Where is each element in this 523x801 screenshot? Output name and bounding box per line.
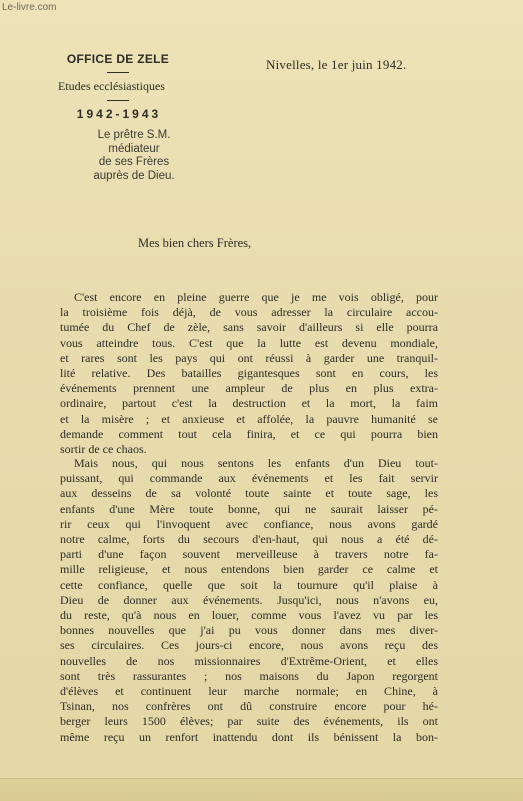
paragraph-2: [60, 456, 438, 745]
subtitle-line: de ses Frères: [98, 156, 170, 168]
text-line: rir ceux qui l'invoquent avec confiance, nous avons gardé: [60, 516, 438, 531]
text-line: Mais nous, qui nous sentons les enfants d'un Dieu tout-: [74, 456, 438, 470]
text-line: d'élèves et continuent leur marche normale; en Chine, à: [60, 684, 438, 699]
office-title: OFFICE DE ZELE: [66, 52, 170, 66]
text-line: événements prennent une ampleur de plus en plus extra-: [60, 381, 438, 396]
subtitle-line: auprès de Dieu.: [93, 169, 175, 182]
paragraph-1: [60, 290, 438, 457]
dateline: Nivelles, le 1er juin 1942.: [266, 57, 407, 72]
text-line: ordinaire, partout c'est la destruction et la mort, la faim: [60, 396, 438, 411]
watermark: Le-livre.com: [2, 2, 57, 13]
text-line: vous atteindre tous. C'est que la lutte est devenu mondiale,: [60, 335, 438, 350]
divider: [107, 100, 129, 101]
text-line: Tsinan, nos confrères ont dû construire encore pour hé-: [60, 699, 438, 714]
text-line: sont très rassurantes ; nos maisons du Japon regorgent: [60, 668, 438, 683]
subtitle: [54, 129, 214, 183]
text-line: demande comment tout cela finira, et ce qui pourra bien: [60, 426, 438, 441]
text-line: lité relative. Des batailles gigantesques sont en cours, les: [60, 366, 438, 381]
subtitle-line: Le prêtre S.M.: [97, 129, 171, 141]
subtitle-line: médiateur: [108, 142, 160, 155]
text-line: nouvelles de nos missionnaires d'Extrême-Orient, et elles: [60, 653, 438, 668]
text-line: et la misère ; et anxieuse et affolée, la pauvre humanité se: [60, 411, 438, 426]
text-line: ses circulaires. Ces jours-ci encore, nous avons reçu des: [60, 638, 438, 653]
text-line: cette confiance, quelle que soit la tournure qu'il plaise à: [60, 577, 438, 592]
letterhead: [54, 52, 214, 183]
text-line: C'est encore en pleine guerre que je me vois obligé, pour: [74, 290, 438, 304]
text-line: du reste, qu'à nous en louer, comme vous l'avez vu par les: [60, 608, 438, 623]
text-line: parti d'une façon souvent merveilleuse à travers notre fa-: [60, 547, 438, 562]
text-line: enfants d'une Mère toute bonne, qui ne saurait laisser pé-: [60, 501, 438, 516]
text-line: tumée du Chef de zèle, sans savoir d'ailleurs si elle pourra: [60, 320, 438, 335]
text-line: sortir de ce chaos.: [60, 442, 147, 457]
text-line: bonnes nouvelles que j'ai pu vous donner dans mes diver-: [60, 623, 438, 638]
text-line: Dieu de donner aux événements. Jusqu'ici, nous n'avons eu,: [60, 592, 438, 607]
text-line: puissant, qui commande aux événements et les fait servir: [60, 471, 438, 486]
divider: [107, 72, 129, 73]
text-line: berger leurs 1500 élèves; par suite des événements, ils ont: [60, 714, 438, 729]
text-line: notre calme, forts du secours d'en-haut, qui nous a été dé-: [60, 532, 438, 547]
text-line: et rares sont les pays qui ont réussi à garder une tranquil-: [60, 350, 438, 365]
academic-years: 1942-1943: [76, 107, 162, 121]
studies-label: Etudes ecclésiastiques: [58, 79, 165, 93]
text-line: mille religieuse, et nous entendons bien garder ce calme et: [60, 562, 438, 577]
page-fold: [0, 778, 523, 801]
text-line: aux desseins de sa volonté toute sainte et toute sage, les: [60, 486, 438, 501]
text-line: même reçu un renfort inattendu dont ils bénissent la bon-: [60, 729, 438, 744]
text-line: la troisième fois déjà, de vous adresser la circulaire accou-: [60, 305, 438, 320]
salutation: Mes bien chers Frères,: [138, 236, 252, 250]
